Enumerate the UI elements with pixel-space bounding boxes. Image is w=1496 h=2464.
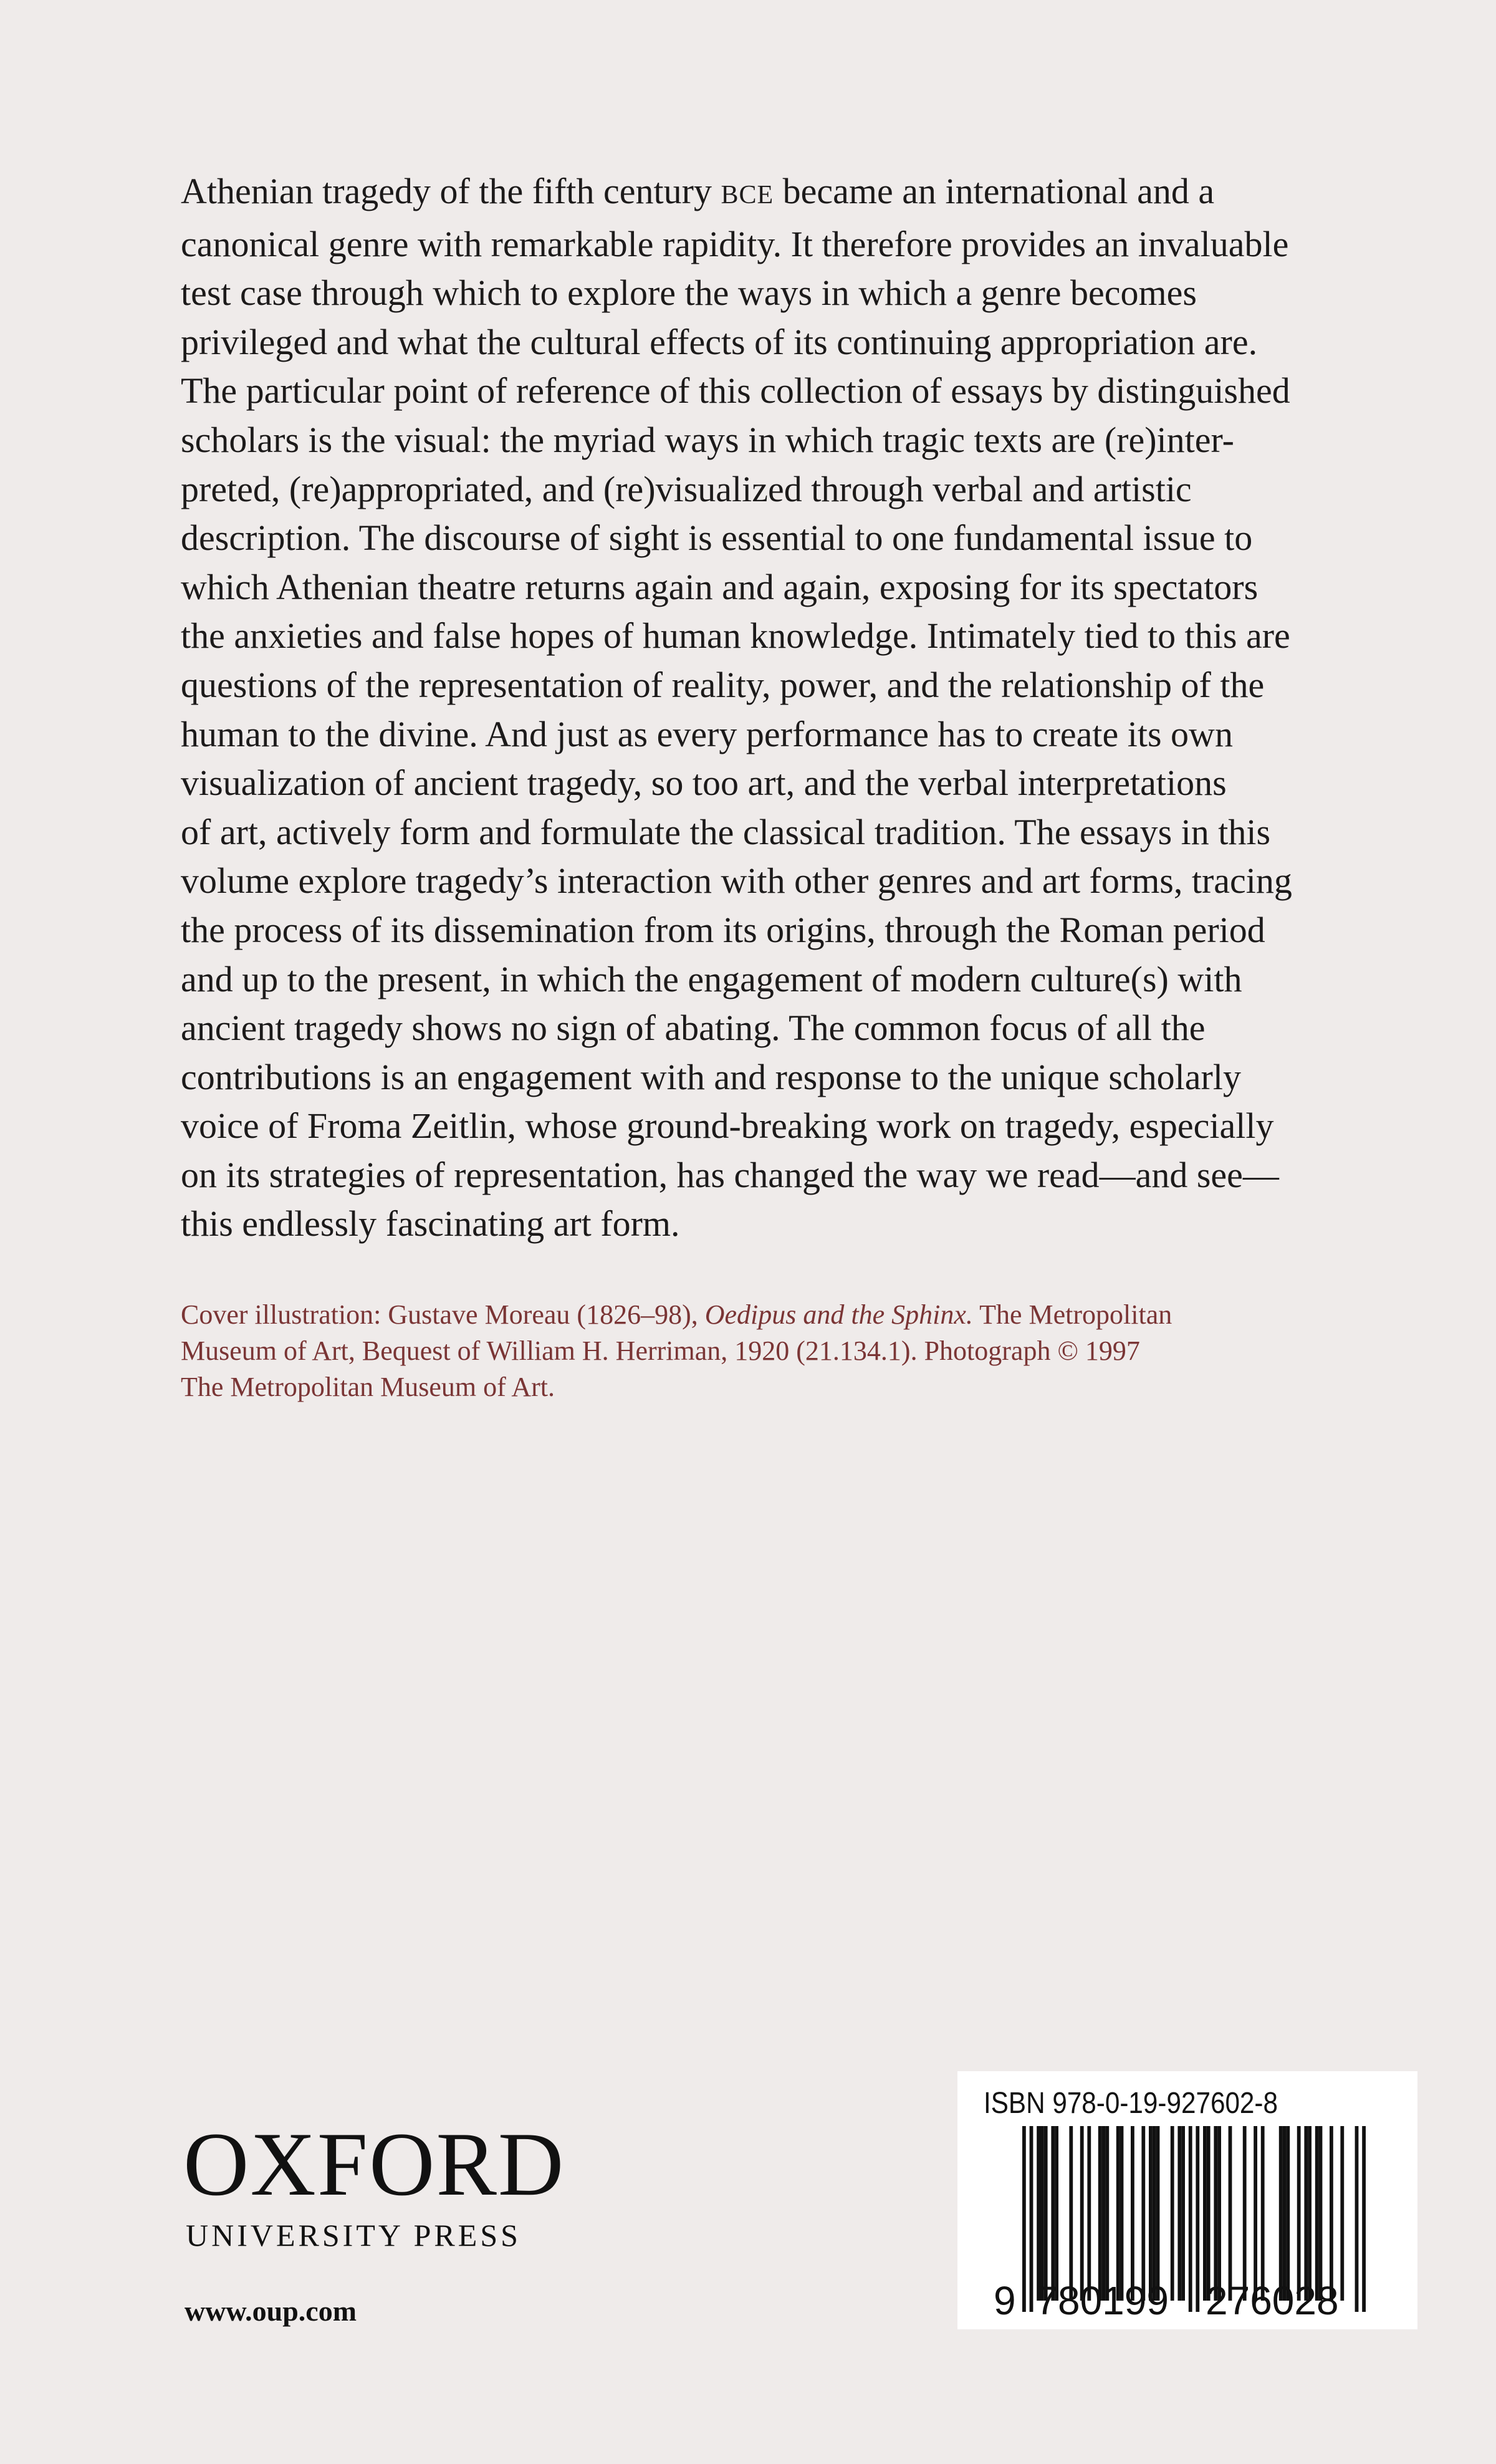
- blurb-line: description. The discourse of sight is essential to one fundamental issue to: [181, 517, 1253, 559]
- barcode-bar: [1156, 2126, 1160, 2301]
- blurb-line: this endlessly fascinating art form.: [181, 1203, 680, 1244]
- blurb-line: privileged and what the cultural effects of its continuing appropriation are.: [181, 321, 1258, 362]
- credit-text: Cover illustration: Gustave Moreau (1826–98),: [181, 1299, 705, 1330]
- barcode-bar: [1171, 2126, 1174, 2301]
- blurb-line: test case through which to explore the ways in which a genre becomes: [181, 272, 1197, 314]
- blurb-line: canonical genre with remarkable rapidity. It therefore provides an invaluable: [181, 223, 1289, 264]
- blurb-line: the process of its dissemination from its origins, through the Roman period: [181, 909, 1265, 950]
- barcode-bar: [1214, 2126, 1217, 2301]
- blurb-line: contributions is an engagement with and response to the unique scholarly: [181, 1056, 1241, 1097]
- blurb-line: scholars is the visual: the myriad ways in which tragic texts are (re)inter-: [181, 419, 1234, 460]
- barcode-bar: [1131, 2126, 1134, 2301]
- logo-oxford: OXFORD: [183, 2114, 565, 2215]
- blurb-line: preted, (re)appropriated, and (re)visualized through verbal and artistic: [181, 468, 1192, 509]
- barcode-bar: [1120, 2126, 1124, 2301]
- barcode-bar: [1080, 2126, 1084, 2301]
- artwork-title: Oedipus and the Sphinx.: [704, 1299, 973, 1330]
- blurb-line: [181, 167, 1427, 220]
- barcode-digits: 780199: [1035, 2278, 1169, 2323]
- barcode-bar: [1098, 2126, 1102, 2301]
- barcode-bar: [1229, 2126, 1232, 2301]
- barcode-bar: [1261, 2126, 1265, 2301]
- barcode-bar: [1283, 2126, 1287, 2301]
- era-abbreviation: BCE: [721, 181, 774, 209]
- barcode-bar: [1037, 2126, 1040, 2301]
- blurb-text: Athenian tragedy of the fifth century: [181, 171, 721, 211]
- barcode-bar: [1254, 2126, 1257, 2301]
- barcode-bar: [1207, 2126, 1211, 2301]
- blurb-line: ancient tragedy shows no sign of abating. The common focus of all the: [181, 1008, 1206, 1049]
- barcode-bar: [1319, 2126, 1323, 2301]
- barcode-bar: [1196, 2126, 1199, 2312]
- blurb-line: and up to the present, in which the engagement of modern culture(s) with: [181, 958, 1242, 999]
- barcode-bar: [1022, 2126, 1026, 2312]
- credit-text: The Metropolitan: [972, 1299, 1172, 1330]
- barcode-bar: [1340, 2126, 1344, 2301]
- blurb-line: human to the divine. And just as every performance has to create its own: [181, 713, 1233, 754]
- blurb-line: visualization of ancient tragedy, so too art, and the verbal interpretations: [181, 763, 1227, 804]
- barcode-bar: [1030, 2126, 1033, 2312]
- credit-line-1: [181, 1297, 1172, 1333]
- barcode-digits: 9: [994, 2278, 1016, 2323]
- back-cover-blurb: [181, 167, 1427, 1249]
- blurb-line: which Athenian theatre returns again and again, exposing for its spectators: [181, 566, 1259, 607]
- barcode-bar: [1279, 2126, 1283, 2301]
- blurb-line: of art, actively form and formulate the classical tradition. The essays in this: [181, 811, 1271, 852]
- blurb-line: volume explore tragedy’s interaction with other genres and art forms, tracing: [181, 860, 1292, 902]
- barcode-digits: 276028: [1206, 2278, 1339, 2323]
- barcode-bar: [1102, 2126, 1106, 2301]
- barcode-bar: [1362, 2126, 1366, 2312]
- blurb-line: The particular point of reference of this collection of essays by distinguished: [181, 370, 1290, 411]
- barcode-bar: [1040, 2126, 1044, 2301]
- credit-line-2: Museum of Art, Bequest of William H. Herriman, 1920 (21.134.1). Photograph © 1997: [181, 1335, 1140, 1366]
- blurb-line: voice of Froma Zeitlin, whose ground-breaking work on tragedy, especially: [181, 1105, 1274, 1147]
- blurb-text: became an international and a: [774, 171, 1215, 211]
- barcode-bar: [1087, 2126, 1091, 2301]
- publisher-url: www.oup.com: [185, 2295, 357, 2327]
- barcode-bar: [1051, 2126, 1055, 2301]
- barcode-bar: [1189, 2126, 1192, 2312]
- oxford-university-press-logo: [183, 2114, 565, 2253]
- barcode-bar: [1141, 2126, 1145, 2301]
- barcode-bar: [1153, 2126, 1156, 2301]
- isbn-label: ISBN 978-0-19-927602-8: [984, 2087, 1278, 2120]
- barcode-bar: [1105, 2126, 1109, 2301]
- barcode-bar: [1055, 2126, 1058, 2301]
- barcode-bar: [1149, 2126, 1153, 2301]
- barcode-bar: [1308, 2126, 1311, 2301]
- barcode-bar: [1177, 2126, 1181, 2301]
- barcode-bar: [1181, 2126, 1185, 2301]
- barcode-bar: [1116, 2126, 1120, 2301]
- barcode-bar: [1217, 2126, 1221, 2301]
- blurb-line: the anxieties and false hopes of human knowledge. Intimately tied to this are: [181, 615, 1290, 657]
- barcode-bar: [1203, 2126, 1207, 2301]
- credit-line-3: The Metropolitan Museum of Art.: [181, 1372, 555, 1402]
- barcode-bar: [1355, 2126, 1359, 2312]
- blurb-line: questions of the representation of reality, power, and the relationship of the: [181, 664, 1265, 705]
- ean-barcode: [957, 2071, 1417, 2329]
- barcode-bar: [1304, 2126, 1308, 2301]
- barcode-bar: [1286, 2126, 1290, 2301]
- barcode-bar: [1315, 2126, 1319, 2301]
- cover-illustration-credit: [181, 1297, 1172, 1405]
- barcode-bar: [1330, 2126, 1333, 2301]
- barcode-bar: [1044, 2126, 1048, 2301]
- isbn-barcode-box: [957, 2071, 1417, 2329]
- blurb-line: on its strategies of representation, has changed the way we read—and see—: [181, 1154, 1279, 1195]
- barcode-bar: [1243, 2126, 1247, 2301]
- barcode-bar: [1069, 2126, 1073, 2301]
- barcode-bar: [1297, 2126, 1301, 2301]
- logo-university-press: UNIVERSITY PRESS: [186, 2218, 521, 2253]
